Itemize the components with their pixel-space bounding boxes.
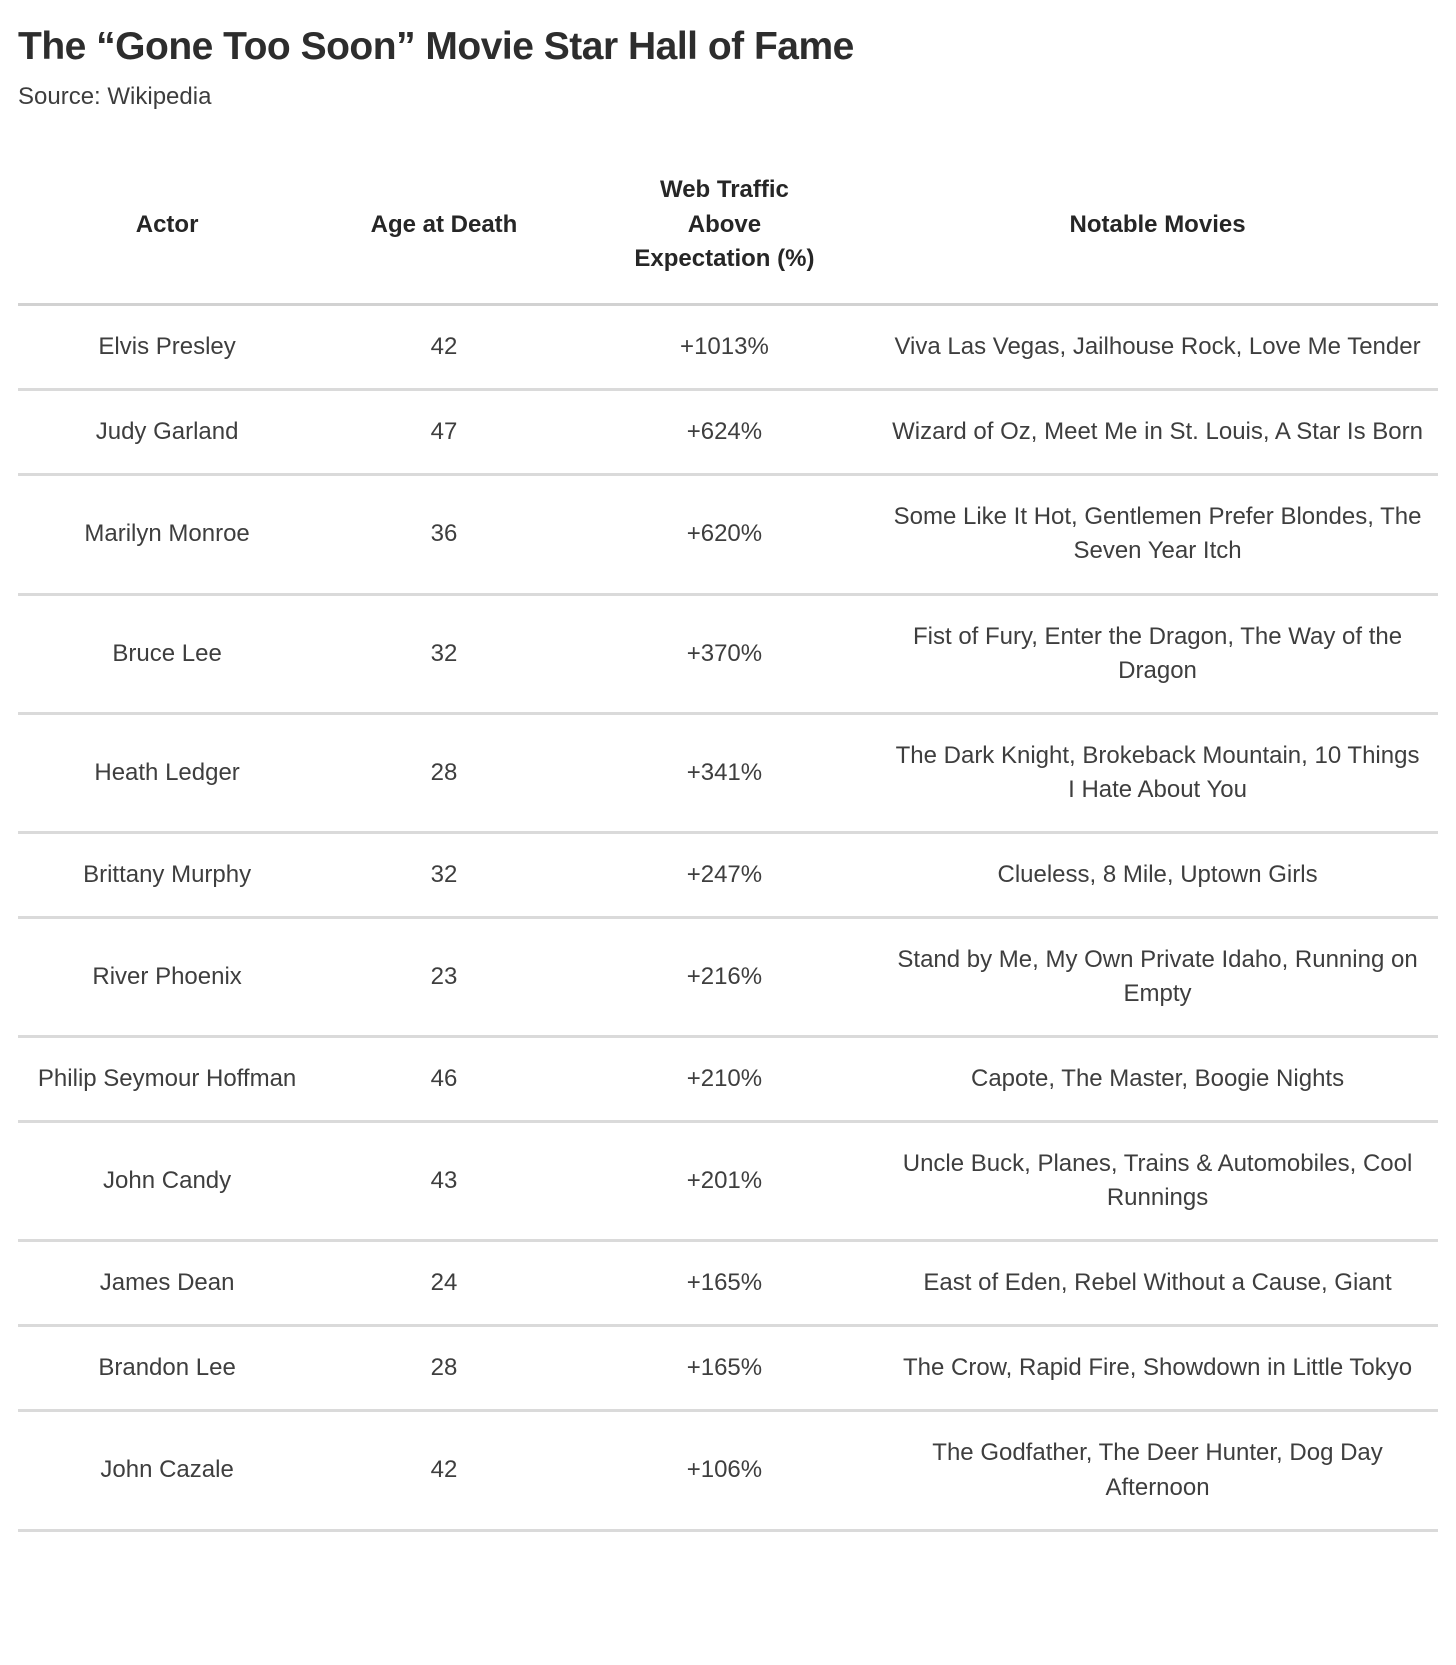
web-traffic-cell: +1013% bbox=[572, 305, 877, 390]
web-traffic-cell: +620% bbox=[572, 475, 877, 594]
actor-cell: Bruce Lee bbox=[18, 594, 316, 713]
age-at-death-cell: 36 bbox=[316, 475, 572, 594]
age-at-death-cell: 28 bbox=[316, 713, 572, 832]
notable-movies-cell: The Crow, Rapid Fire, Showdown in Little Tokyo bbox=[877, 1326, 1438, 1411]
age-at-death-cell: 23 bbox=[316, 917, 572, 1036]
table-header-row bbox=[18, 145, 1438, 305]
table-row bbox=[18, 594, 1438, 713]
actor-cell: Marilyn Monroe bbox=[18, 475, 316, 594]
table-row bbox=[18, 713, 1438, 832]
web-traffic-cell: +624% bbox=[572, 390, 877, 475]
notable-movies-cell: Capote, The Master, Boogie Nights bbox=[877, 1037, 1438, 1122]
age-at-death-cell: 28 bbox=[316, 1326, 572, 1411]
actor-cell: Elvis Presley bbox=[18, 305, 316, 390]
table-row bbox=[18, 1037, 1438, 1122]
age-at-death-cell: 47 bbox=[316, 390, 572, 475]
data-table bbox=[18, 145, 1438, 1532]
age-at-death-cell: 43 bbox=[316, 1122, 572, 1241]
web-traffic-cell: +210% bbox=[572, 1037, 877, 1122]
actor-cell: Judy Garland bbox=[18, 390, 316, 475]
web-traffic-cell: +247% bbox=[572, 832, 877, 917]
web-traffic-cell: +165% bbox=[572, 1326, 877, 1411]
web-traffic-cell: +165% bbox=[572, 1241, 877, 1326]
source-label: Source: Wikipedia bbox=[18, 82, 212, 110]
web-traffic-cell: +201% bbox=[572, 1122, 877, 1241]
actor-cell: Heath Ledger bbox=[18, 713, 316, 832]
web-traffic-column-header: Web Traffic Above Expectation (%) bbox=[572, 145, 877, 305]
age-at-death-cell: 32 bbox=[316, 594, 572, 713]
table-row bbox=[18, 1326, 1438, 1411]
table-row bbox=[18, 1411, 1438, 1530]
notable-movies-cell: Clueless, 8 Mile, Uptown Girls bbox=[877, 832, 1438, 917]
table-row bbox=[18, 390, 1438, 475]
table-row bbox=[18, 475, 1438, 594]
table-row bbox=[18, 1122, 1438, 1241]
actor-column-header: Actor bbox=[18, 145, 316, 305]
table-row bbox=[18, 305, 1438, 390]
page-title: The “Gone Too Soon” Movie Star Hall of Fame bbox=[18, 25, 854, 68]
notable-movies-cell: Some Like It Hot, Gentlemen Prefer Blondes, The Seven Year Itch bbox=[877, 475, 1438, 594]
notable-movies-cell: The Dark Knight, Brokeback Mountain, 10 Things I Hate About You bbox=[877, 713, 1438, 832]
notable-movies-column-header: Notable Movies bbox=[877, 145, 1438, 305]
age-at-death-cell: 42 bbox=[316, 305, 572, 390]
age-at-death-cell: 32 bbox=[316, 832, 572, 917]
age-at-death-cell: 42 bbox=[316, 1411, 572, 1530]
notable-movies-cell: The Godfather, The Deer Hunter, Dog Day Afternoon bbox=[877, 1411, 1438, 1530]
web-traffic-cell: +341% bbox=[572, 713, 877, 832]
actor-cell: River Phoenix bbox=[18, 917, 316, 1036]
table-body bbox=[18, 305, 1438, 1530]
notable-movies-cell: Viva Las Vegas, Jailhouse Rock, Love Me Tender bbox=[877, 305, 1438, 390]
notable-movies-cell: Stand by Me, My Own Private Idaho, Running on Empty bbox=[877, 917, 1438, 1036]
notable-movies-cell: Uncle Buck, Planes, Trains & Automobiles, Cool Runnings bbox=[877, 1122, 1438, 1241]
actor-cell: Philip Seymour Hoffman bbox=[18, 1037, 316, 1122]
web-traffic-cell: +106% bbox=[572, 1411, 877, 1530]
actor-cell: Brandon Lee bbox=[18, 1326, 316, 1411]
actor-cell: Brittany Murphy bbox=[18, 832, 316, 917]
age-at-death-cell: 24 bbox=[316, 1241, 572, 1326]
age-at-death-column-header: Age at Death bbox=[316, 145, 572, 305]
actor-cell: John Candy bbox=[18, 1122, 316, 1241]
notable-movies-cell: East of Eden, Rebel Without a Cause, Giant bbox=[877, 1241, 1438, 1326]
age-at-death-cell: 46 bbox=[316, 1037, 572, 1122]
table-row bbox=[18, 832, 1438, 917]
table-row bbox=[18, 1241, 1438, 1326]
table-row bbox=[18, 917, 1438, 1036]
web-traffic-cell: +216% bbox=[572, 917, 877, 1036]
notable-movies-cell: Wizard of Oz, Meet Me in St. Louis, A Star Is Born bbox=[877, 390, 1438, 475]
actor-cell: James Dean bbox=[18, 1241, 316, 1326]
notable-movies-cell: Fist of Fury, Enter the Dragon, The Way of the Dragon bbox=[877, 594, 1438, 713]
actor-cell: John Cazale bbox=[18, 1411, 316, 1530]
web-traffic-cell: +370% bbox=[572, 594, 877, 713]
